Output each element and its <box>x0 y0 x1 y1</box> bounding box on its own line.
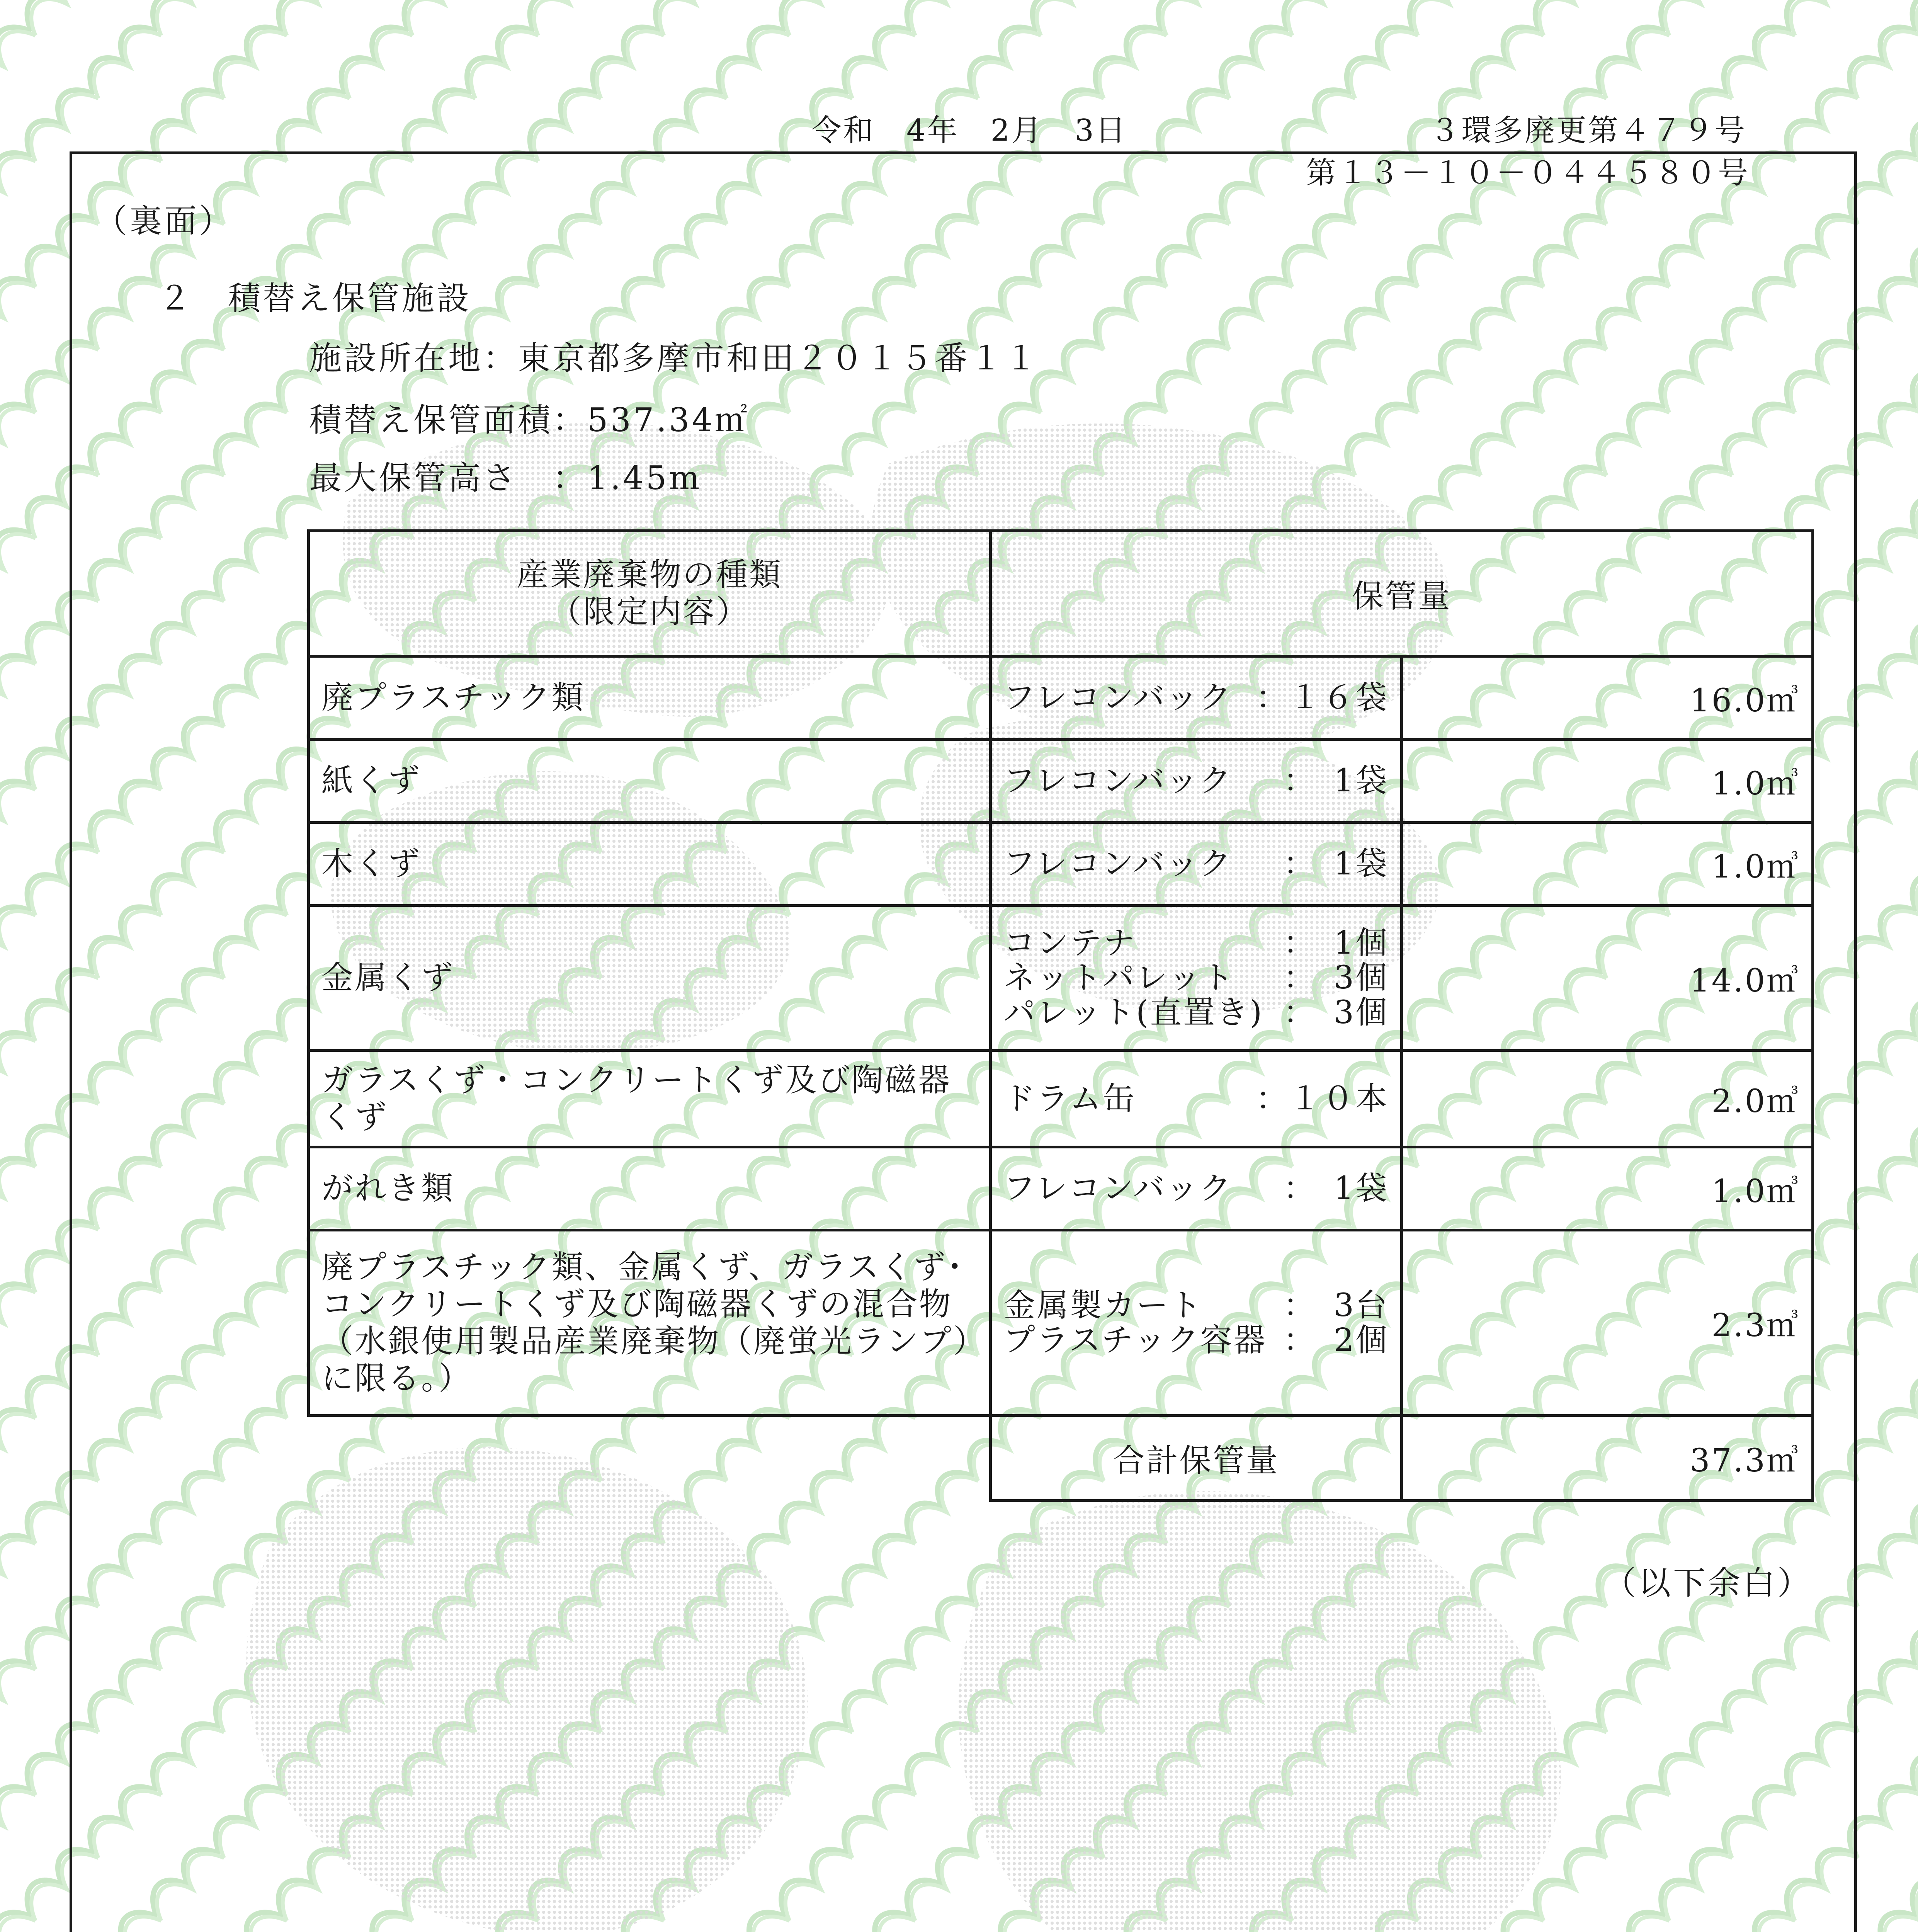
header-waste-type <box>309 531 991 656</box>
container-name: フレコンバック <box>1003 1170 1233 1207</box>
volume-value: 1.0㎥ <box>1402 1147 1813 1230</box>
table-header-row <box>309 531 1813 656</box>
end-of-content-note: （以下余白） <box>1603 1564 1813 1602</box>
container-count: ：１０本 <box>1255 1080 1389 1117</box>
volume-value: 2.0㎥ <box>1402 1051 1813 1147</box>
container-cell <box>991 823 1402 906</box>
waste-type: 紙くず <box>309 740 991 823</box>
max-storage-height: 最大保管高さ ：1.45m <box>309 459 702 497</box>
table-total-row <box>309 1416 1813 1501</box>
waste-type: 木くず <box>309 823 991 906</box>
container-name: ネットパレット <box>1003 959 1235 996</box>
header-waste-type-sublabel: （限定内容） <box>549 594 749 630</box>
container-cell <box>991 906 1402 1051</box>
waste-type: 廃プラスチック類、金属くず、ガラスくず･コンクリートくず及び陶磁器くずの混合物（水銀使用製品産業廃棄物（廃蛍光ランプ）に限る。） <box>309 1230 991 1416</box>
container-name: 金属製カート <box>1003 1287 1203 1324</box>
storage-area: 積替え保管面積：537.34㎡ <box>309 401 750 439</box>
container-count: ： 1袋 <box>1283 762 1389 799</box>
volume-value: 16.0㎥ <box>1402 656 1813 740</box>
section-title: ２ 積替え保管施設 <box>158 279 472 317</box>
permit-number: 第１３－１０－０４４５８０号 <box>1306 156 1750 190</box>
table-row <box>309 906 1813 1051</box>
facility-location: 施設所在地：東京都多摩市和田２０１５番１１ <box>309 339 1040 377</box>
waste-type: がれき類 <box>309 1147 991 1230</box>
container-name: フレコンバック <box>1003 762 1233 799</box>
container-cell <box>991 740 1402 823</box>
table-row <box>309 1051 1813 1147</box>
storage-table <box>307 529 1814 1502</box>
table-row <box>309 823 1813 906</box>
container-cell <box>991 656 1402 740</box>
container-cell <box>991 1051 1402 1147</box>
container-count: ： 2個 <box>1283 1321 1389 1359</box>
container-name: コンテナ <box>1003 925 1137 961</box>
container-cell <box>991 1230 1402 1416</box>
container-name: フレコンバック <box>1003 845 1233 882</box>
waste-type: 金属くず <box>309 906 991 1051</box>
permit-reference: ３環多廃更第４７９号 <box>1430 113 1747 148</box>
header-storage-amount: 保管量 <box>991 531 1813 656</box>
container-name: ドラム缶 <box>1003 1080 1136 1117</box>
container-count: ： 1袋 <box>1283 845 1389 882</box>
total-volume: 37.3㎥ <box>1402 1416 1813 1501</box>
container-count: ： 3個 <box>1283 959 1389 996</box>
container-count: ：１６袋 <box>1255 679 1389 716</box>
volume-value: 2.3㎥ <box>1402 1230 1813 1416</box>
volume-value: 1.0㎥ <box>1402 823 1813 906</box>
container-cell <box>991 1147 1402 1230</box>
header-waste-type-label: 産業廃棄物の種類 <box>516 556 782 593</box>
table-row <box>309 1230 1813 1416</box>
total-label: 合計保管量 <box>991 1416 1402 1501</box>
container-name: フレコンバック <box>1003 679 1233 716</box>
container-count: ： 3台 <box>1283 1287 1389 1324</box>
volume-value: 1.0㎥ <box>1402 740 1813 823</box>
container-name: パレット(直置き) <box>1003 994 1264 1031</box>
container-count: ： 1袋 <box>1283 1170 1389 1207</box>
volume-value: 14.0㎥ <box>1402 906 1813 1051</box>
container-name: プラスチック容器 <box>1003 1321 1267 1359</box>
issue-date: 令和 4年 2月 3日 <box>811 113 1127 148</box>
waste-type: 廃プラスチック類 <box>309 656 991 740</box>
container-count: ： 1個 <box>1283 925 1389 961</box>
table-row <box>309 740 1813 823</box>
side-label: （裏面） <box>95 202 234 240</box>
table-row <box>309 656 1813 740</box>
total-blank <box>309 1416 991 1501</box>
container-count: ： 3個 <box>1283 994 1389 1031</box>
waste-type: ガラスくず・コンクリートくず及び陶磁器くず <box>309 1051 991 1147</box>
table-row <box>309 1147 1813 1230</box>
